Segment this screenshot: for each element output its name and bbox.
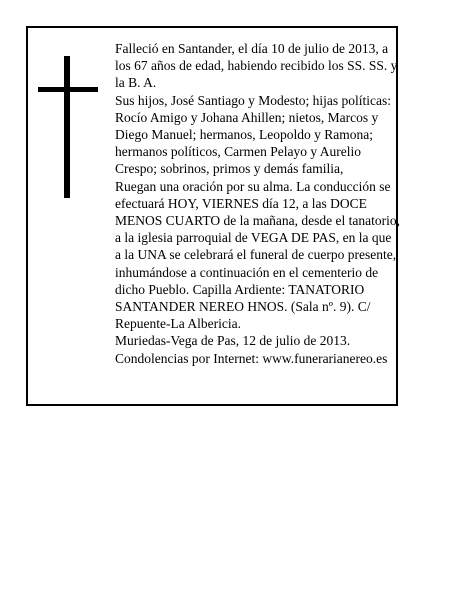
- family-list: Sus hijos, José Santiago y Modesto; hijas políticas: Rocío Amigo y Johana Ahillen; nietos, Marcos y Diego Manuel; hermanos, Leopoldo y Ramona; hermanos políticos, Carmen Pelayo y Aurelio Crespo; sobrinos, primos y demás familia,: [115, 92, 391, 177]
- cross-vertical-bar: [64, 56, 70, 198]
- online-condolences: Condolencias por Internet: www.funerarianereo.es: [115, 350, 388, 366]
- cross-horizontal-bar: [38, 87, 98, 92]
- latin-cross-icon: [38, 56, 98, 198]
- funeral-details: Ruegan una oración por su alma. La conducción se efectuará HOY, VIERNES día 12, a las DOCE MENOS CUARTO de la mañana, desde el tanatorio, a la iglesia parroquial de VEGA DE PAS, en la que a la UNA se celebrará el funeral de cuerpo presente, inhumándose a continuación en el cementerio de dicho Pueblo. Capilla Ardiente: TANATORIO SANTANDER NEREO HNOS. (Sala nº. 9). C/ Repuente-La Albericia.: [115, 178, 401, 332]
- place-and-date: Muriedas-Vega de Pas, 12 de julio de 2013.: [115, 333, 351, 349]
- notice-text: [115, 40, 400, 367]
- death-announcement: Falleció en Santander, el día 10 de julio de 2013, a los 67 años de edad, habiendo recibido los SS. SS. y la B. A.: [115, 41, 398, 91]
- obituary-notice: [26, 26, 401, 406]
